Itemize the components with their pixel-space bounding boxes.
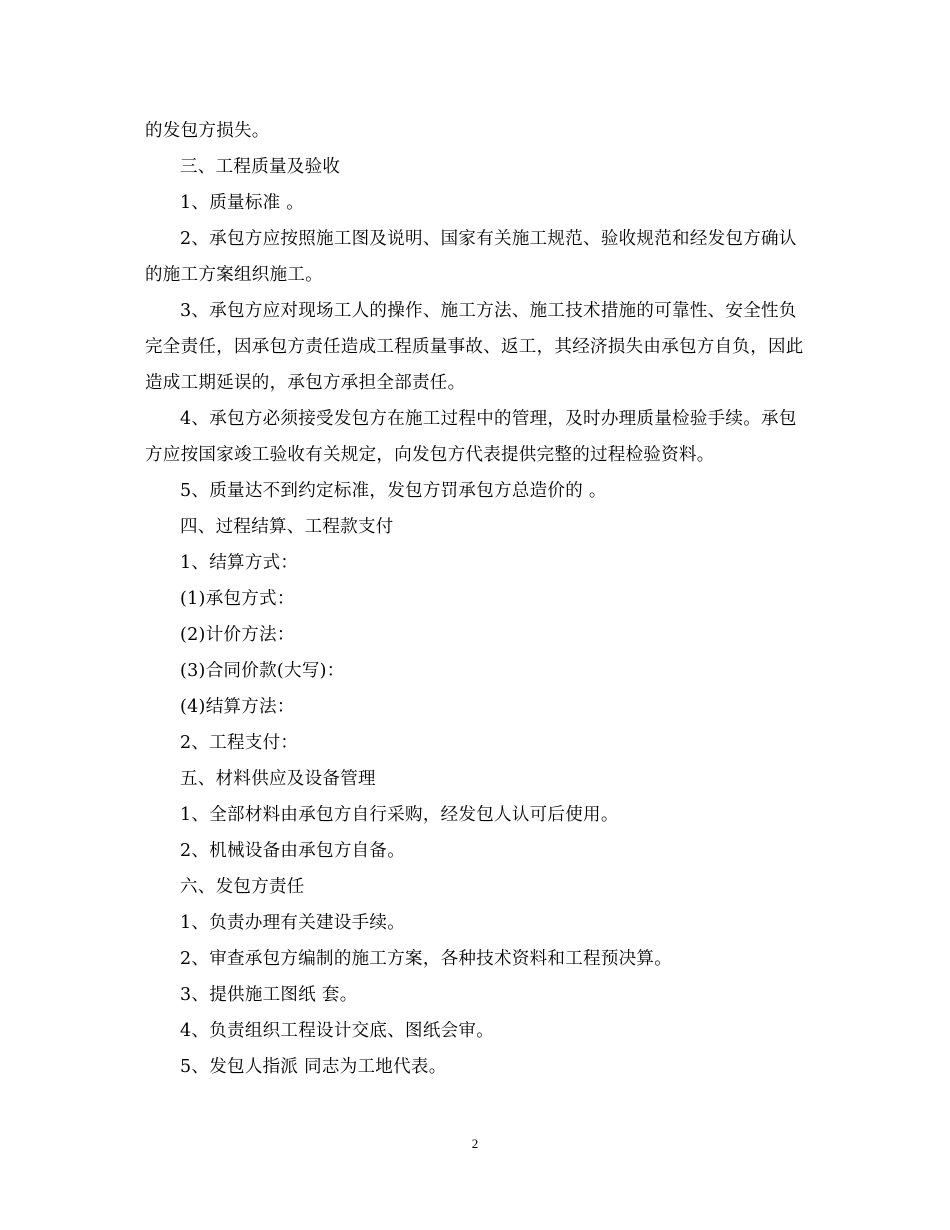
paragraph: (3)合同价款(大写)： [180, 661, 345, 681]
paragraph: 1、负责办理有关建设手续。 [180, 913, 406, 933]
paragraph: 2、承包方应按照施工图及说明、国家有关施工规范、验收规范和经发包方确认的施工方案组织施工。 [145, 229, 797, 285]
paragraph: 1、全部材料由承包方自行采购，经发包人认可后使用。 [180, 805, 619, 825]
paragraph: 5、质量达不到约定标准，发包方罚承包方总造价的 。 [180, 481, 607, 501]
paragraph: 三、工程质量及验收 [180, 157, 341, 177]
paragraph: 六、发包方责任 [180, 877, 305, 897]
paragraph: 4、负责组织工程设计交底、图纸会审。 [180, 1021, 495, 1041]
paragraph: 2、机械设备由承包方自备。 [180, 841, 406, 861]
paragraph: 4、承包方必须接受发包方在施工过程中的管理，及时办理质量检验手续。承包方应按国家竣工验收有关规定，向发包方代表提供完整的过程检验资料。 [145, 409, 797, 465]
paragraph: 3、承包方应对现场工人的操作、施工方法、施工技术措施的可靠性、安全性负完全责任，因承包方责任造成工程质量事故、返工，其经济损失由承包方自负，因此造成工期延误的，承包方承担全部责任。 [145, 301, 804, 393]
paragraph: (1)承包方式： [180, 589, 295, 609]
page-number: 2 [471, 1136, 479, 1151]
paragraph: 1、质量标准 。 [180, 193, 305, 213]
paragraph: 1、结算方式： [180, 553, 299, 573]
paragraph: 2、审查承包方编制的施工方案，各种技术资料和工程预决算。 [180, 949, 673, 969]
paragraph: 5、发包人指派 同志为工地代表。 [180, 1057, 447, 1077]
paragraph: (4)结算方法： [180, 697, 295, 717]
paragraph: 2、工程支付： [180, 733, 299, 753]
document-body [145, 113, 805, 1085]
paragraph: 3、提供施工图纸 套。 [180, 985, 358, 1005]
paragraph: (2)计价方法： [180, 625, 295, 645]
paragraph: 的发包方损失。 [145, 121, 270, 141]
paragraph: 五、材料供应及设备管理 [180, 769, 376, 789]
paragraph: 四、过程结算、工程款支付 [180, 517, 394, 537]
